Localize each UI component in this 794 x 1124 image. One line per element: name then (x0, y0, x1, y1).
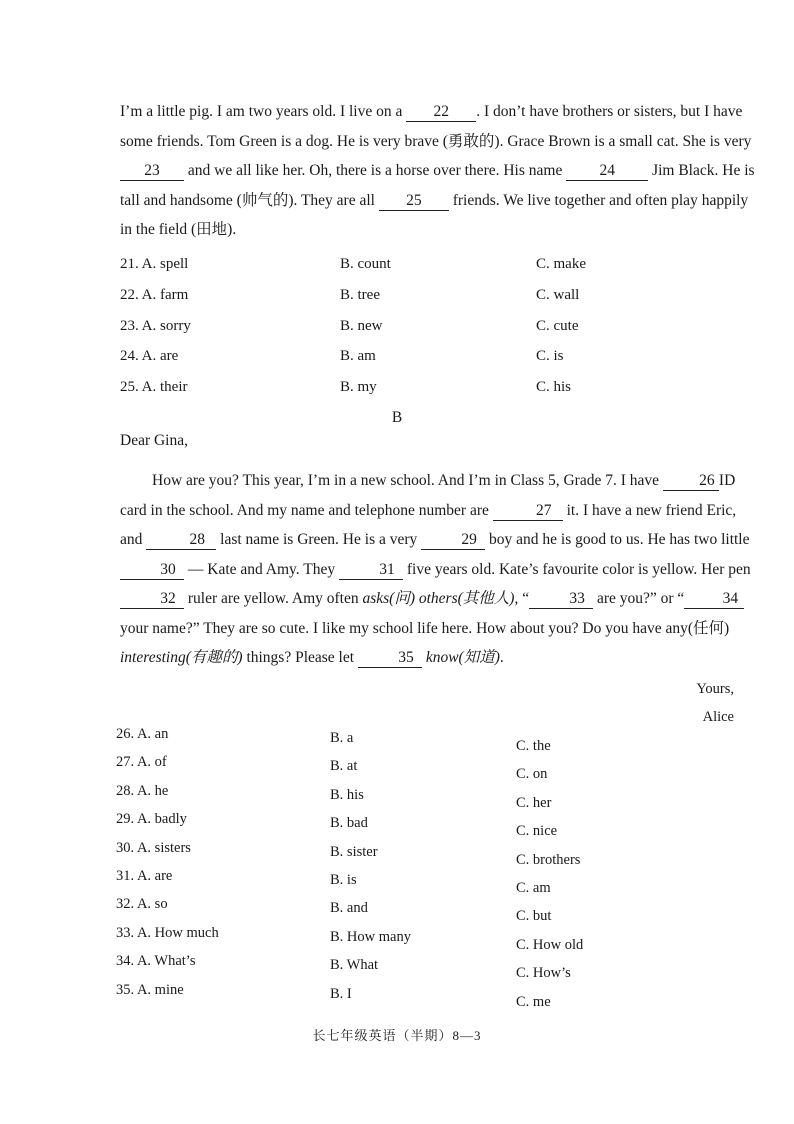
option-c: C. his (536, 379, 572, 396)
option-row (116, 896, 736, 924)
options-b (116, 726, 736, 1010)
passage-text: How are you? This year, I’m in a new school. And I’m in Class 5, Grade 7. I have (152, 472, 660, 489)
option-row (116, 925, 736, 953)
option-b: B. bad (330, 815, 368, 832)
blank-22: 22 (406, 103, 476, 122)
passage-text: your name?” They are so cute. I like my school life here. How about you? Do you have any(任何) (120, 619, 730, 637)
page-footer: 长七年级英语（半期）8—3 (312, 1028, 482, 1043)
option-row (120, 348, 720, 379)
option-b: B. and (330, 900, 368, 917)
option-row (116, 726, 736, 754)
passage-a-text (120, 97, 760, 245)
option-c: C. her (516, 794, 552, 811)
option-row (116, 811, 736, 839)
option-b: B. tree (340, 286, 380, 303)
passage-text: five years old. Kate’s favourite color is yellow. Her pen (406, 560, 751, 578)
blank-31: 31 (339, 561, 403, 580)
passage-text: it. I have a new friend Eric, and (120, 501, 737, 548)
option-a: 34. A. What’s (116, 953, 196, 970)
option-row (116, 840, 736, 868)
letter-closing: Yours, (696, 681, 734, 697)
option-c: C. nice (516, 823, 558, 840)
blank-23: 23 (120, 162, 184, 181)
option-b: B. What (330, 957, 379, 974)
blank-24: 24 (566, 162, 648, 181)
blank-30: 30 (120, 561, 184, 580)
option-row (116, 982, 736, 1010)
option-a: 31. A. are (116, 867, 173, 884)
option-b: B. am (340, 348, 376, 365)
passage-text: Jim Black. He is tall and handsome (帅气的). They are all (120, 162, 755, 209)
option-row (116, 754, 736, 782)
option-c: C. am (516, 879, 551, 896)
option-b: B. new (340, 317, 383, 334)
passage-text: boy and he is good to us. He has two little (489, 531, 750, 548)
option-b: B. my (340, 379, 377, 396)
blank-34: 34 (684, 590, 744, 609)
option-a: 35. A. mine (116, 981, 184, 998)
option-a: 33. A. How much (116, 924, 219, 941)
letter-signature: Alice (702, 709, 734, 725)
option-b: B. his (330, 786, 364, 803)
option-row (120, 256, 720, 287)
option-row (116, 953, 736, 981)
option-c: C. How’s (516, 965, 571, 982)
option-a: 25. A. their (120, 379, 188, 396)
option-a: 29. A. badly (116, 811, 187, 828)
blank-29: 29 (421, 531, 485, 550)
option-a: 24. A. are (120, 348, 179, 365)
option-c: C. the (516, 738, 551, 754)
passage-text: . (499, 649, 504, 666)
option-a: 27. A. of (116, 754, 167, 771)
passage-b-text (120, 466, 760, 673)
passage-text: ID card in the school. And my name and telephone number are (120, 472, 736, 519)
blank-32: 32 (120, 590, 184, 609)
italic-gloss: asks(问) others(其他人) (362, 590, 515, 607)
blank-27: 27 (493, 502, 563, 521)
option-row (120, 287, 720, 318)
option-a: 28. A. he (116, 782, 169, 799)
passage-text: ruler are yellow. Amy often (187, 590, 359, 607)
option-row (116, 783, 736, 811)
option-c: C. but (516, 908, 552, 925)
letter-greeting: Dear Gina, (120, 432, 188, 449)
passage-text: , “ (514, 590, 530, 607)
passage-text: friends. We live together and often play happily in the field (田地). (120, 191, 749, 238)
option-c: C. cute (536, 317, 579, 334)
blank-26: 26 (663, 472, 719, 491)
option-row (120, 379, 720, 410)
passage-text: — Kate and Amy. They (187, 560, 336, 578)
passage-text: . I don’t have brothers or sisters, but I have some friends. Tom Green is a dog. He is very brave (勇敢的). Grace Brown is a small cat. She is very (120, 103, 752, 150)
option-c: C. is (536, 348, 564, 365)
passage-text: last name is Green. He is a very (220, 531, 418, 548)
option-b: B. at (330, 758, 358, 775)
blank-28: 28 (146, 531, 216, 550)
italic-gloss: interesting(有趣的) (120, 649, 243, 666)
option-c: C. me (516, 993, 551, 1010)
option-a: 32. A. so (116, 896, 168, 913)
option-c: C. wall (536, 286, 580, 303)
blank-25: 25 (379, 192, 449, 211)
blank-35: 35 (358, 649, 422, 668)
passage-b (120, 466, 760, 673)
option-b: B. sister (330, 843, 378, 860)
passage-text: I’m a little pig. I am two years old. I live on a (120, 103, 403, 120)
option-a: 23. A. sorry (120, 317, 191, 334)
passage-text: things? Please let (246, 649, 355, 666)
option-c: C. on (516, 766, 548, 783)
option-a: 26. A. an (116, 726, 169, 742)
passage-text: are you?” or “ (596, 590, 685, 607)
option-b: B. is (330, 871, 357, 888)
option-row (120, 318, 720, 349)
option-a: 21. A. spell (120, 256, 189, 272)
option-b: B. count (340, 256, 391, 272)
italic-gloss: know(知道) (425, 649, 500, 666)
passage-text: and we all like her. Oh, there is a horse over there. His name (187, 162, 563, 179)
option-c: C. make (536, 256, 586, 272)
option-c: C. brothers (516, 851, 581, 868)
option-b: B. I (330, 985, 352, 1002)
section-title: B (391, 409, 403, 426)
blank-33: 33 (529, 590, 593, 609)
option-b: B. a (330, 730, 354, 746)
option-b: B. How many (330, 928, 411, 945)
option-row (116, 868, 736, 896)
options-a (120, 256, 720, 410)
option-c: C. How old (516, 936, 584, 953)
option-a: 30. A. sisters (116, 839, 191, 856)
option-a: 22. A. farm (120, 286, 189, 303)
passage-a (120, 97, 760, 245)
